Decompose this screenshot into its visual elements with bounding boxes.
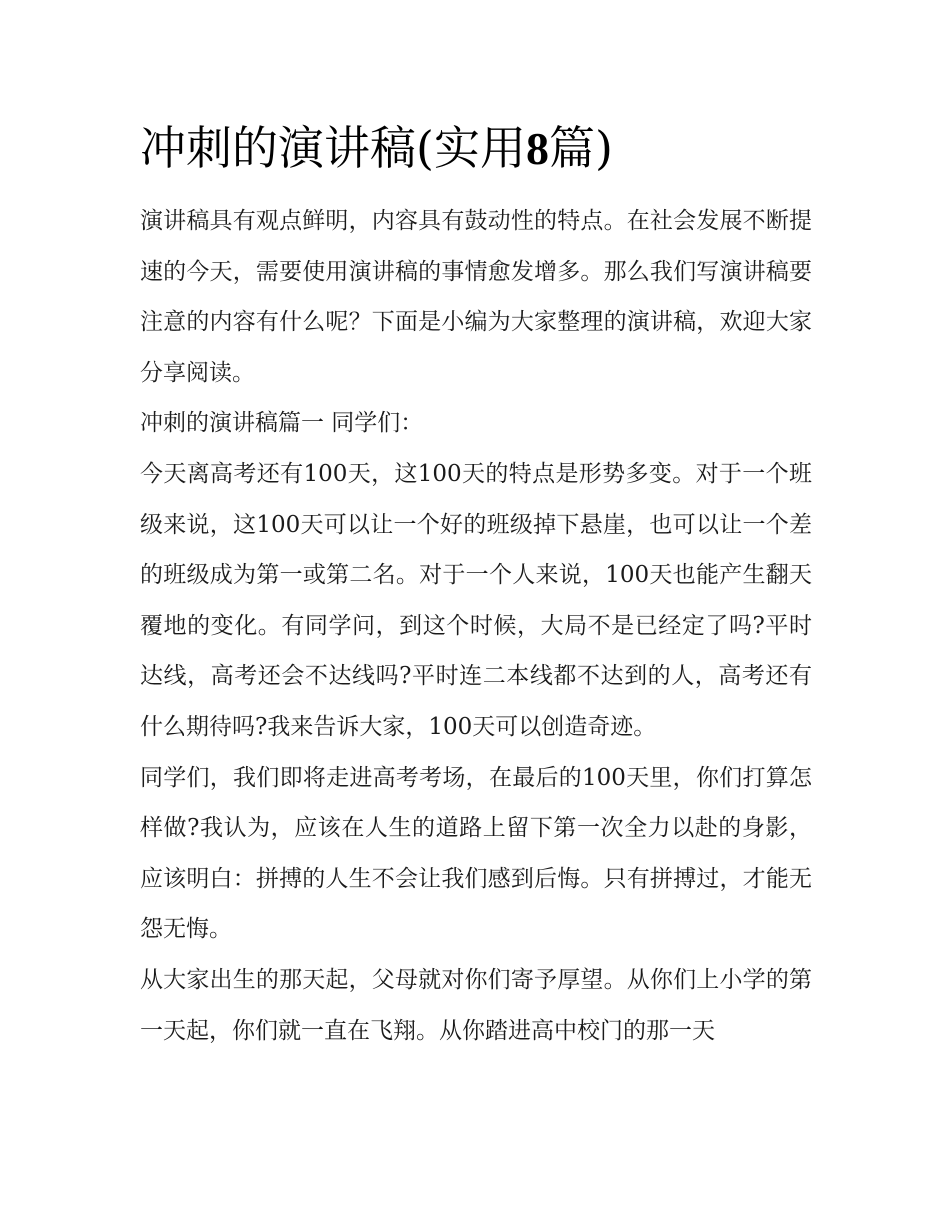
body-paragraph: 从大家出生的那天起，父母就对你们寄予厚望。从你们上小学的第一天起，你们就一直在飞翔。从你踏进高中校门的那一天: [140, 966, 812, 1044]
body-paragraph: 同学们，我们即将走进高考考场，在最后的100天里，你们打算怎样做?我认为，应该在人生的道路上留下第一次全力以赴的身影，应该明白：拼搏的人生不会让我们感到后悔。只有拼搏过，才能无怨无悔。: [140, 764, 812, 943]
document-title: [140, 118, 820, 179]
document-body: [140, 196, 812, 1056]
title-number: 8: [525, 123, 549, 174]
title-suffix: 篇): [548, 121, 613, 175]
title-prefix: 冲刺的演讲稿(实用: [140, 121, 526, 175]
intro-paragraph: 演讲稿具有观点鲜明，内容具有鼓动性的特点。在社会发展不断提速的今天，需要使用演讲稿的事情愈发增多。那么我们写演讲稿要注意的内容有什么呢？下面是小编为大家整理的演讲稿，欢迎大家分享阅读。: [140, 208, 812, 386]
body-paragraph: 今天离高考还有100天，这100天的特点是形势多变。对于一个班级来说，这100天可以让一个好的班级掉下悬崖，也可以让一个差的班级成为第一或第二名。对于一个人来说，100天也能产生翻天覆地的变化。有同学问，到这个时候，大局不是已经定了吗?平时达线，高考还会不达线吗?平时连二本线都不达到的人，高考还有什么期待吗?我来告诉大家，100天可以创造奇迹。: [140, 460, 812, 740]
section-heading: 冲刺的演讲稿篇一 同学们：: [140, 410, 424, 437]
